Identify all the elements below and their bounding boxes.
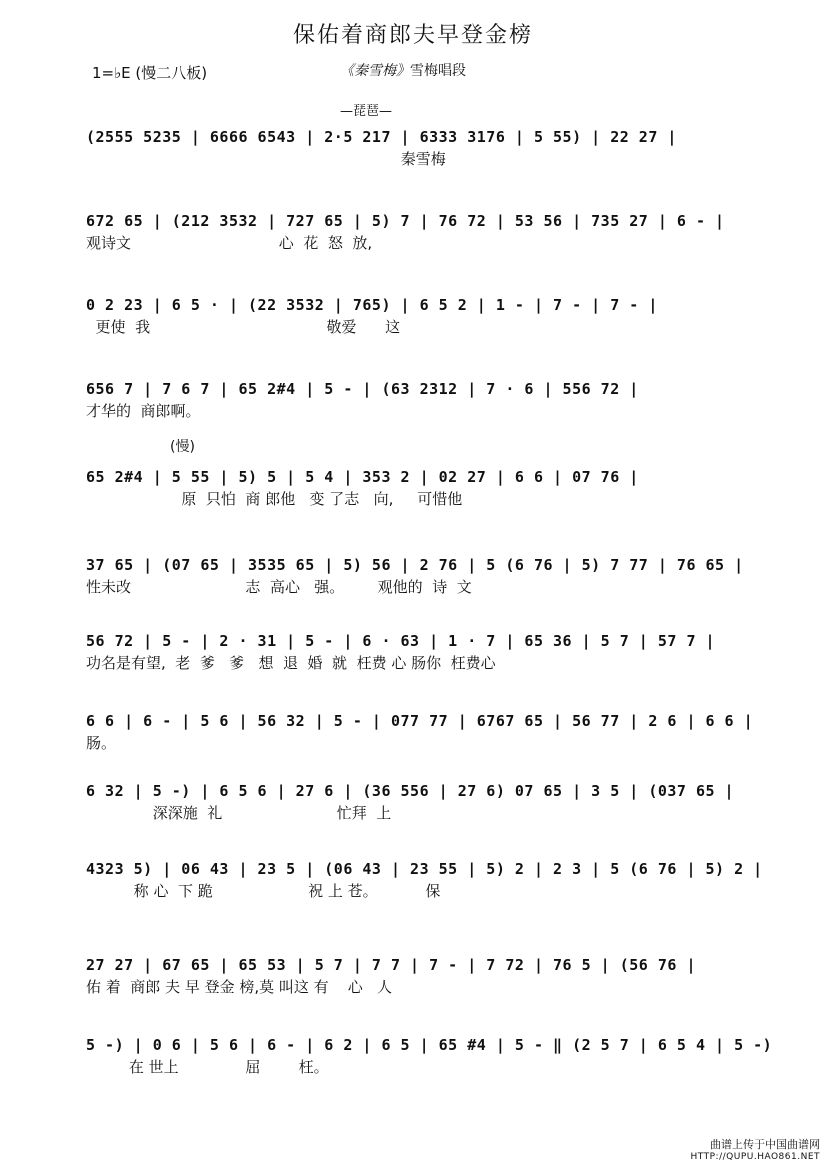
lyrics-line: 功名是有望, 老 爹 爹 想 退 婚 就 枉费 心 肠你 枉费心 <box>86 654 496 672</box>
notation-line: 27 27 | 67 65 | 65 53 | 5 7 | 7 7 | 7 - | 7 72 | 76 5 | (56 76 | <box>86 956 696 974</box>
lyrics-line: 才华的 商郎啊。 <box>86 402 201 420</box>
notation-line: 4323 5) | 06 43 | 23 5 | (06 43 | 23 55 | 5) 2 | 2 3 | 5 (6 76 | 5) 2 | <box>86 860 763 878</box>
lyrics-line: 肠。 <box>86 734 117 752</box>
page-title: 保佑着商郎夫早登金榜 <box>292 23 533 48</box>
notation-line: 65 2#4 | 5 55 | 5) 5 | 5 4 | 353 2 | 02 27 | 6 6 | 07 76 | <box>86 468 639 486</box>
lyrics-line: 佑 着 商郎 夫 早 登金 榜,莫 叫这 有 心 人 <box>86 978 393 996</box>
footer-url: HTTP://QUPU.HAO861.NET <box>690 1152 820 1162</box>
lyrics-line: 称 心 下 跪 祝 上 苍。 保 <box>86 882 441 900</box>
key-signature: 1=♭E (慢二八板) <box>92 64 208 82</box>
instrument-label: —琵琶— <box>340 104 393 119</box>
subtitle <box>340 60 466 80</box>
footer-site: 曲谱上传于中国曲谱网 <box>710 1138 820 1151</box>
opera-name: 《秦雪梅》 <box>340 63 410 79</box>
lyrics-line: 原 只怕 商 郎他 变 了志 向, 可惜他 <box>86 490 463 508</box>
notation-line: 0 2 23 | 6 5 · | (22 3532 | 765) | 6 5 2 | 1 - | 7 - | 7 - | <box>86 296 658 314</box>
lyrics-line: 性未改 志 高心 强。 观他的 诗 文 <box>86 578 472 596</box>
lyrics-line: 秦雪梅 <box>86 150 446 168</box>
footer-watermark <box>691 1138 820 1164</box>
lyrics-line: 更使 我 敬爱 这 <box>86 318 401 336</box>
notation-line: (2555 5235 | 6666 6543 | 2·5 217 | 6333 3176 | 5 55) | 22 27 | <box>86 128 677 146</box>
tempo-marking: (慢) <box>170 439 195 455</box>
notation-line: 37 65 | (07 65 | 3535 65 | 5) 56 | 2 76 | 5 (6 76 | 5) 7 77 | 76 65 | <box>86 556 744 574</box>
lyrics-line: 观诗文 心 花 怒 放, <box>86 234 373 252</box>
lyrics-line: 深深施 礼 忙拜 上 <box>86 804 392 822</box>
lyrics-line: 在 世上 屈 枉。 <box>86 1058 329 1076</box>
notation-line: 672 65 | (212 3532 | 727 65 | 5) 7 | 76 72 | 53 56 | 735 27 | 6 - | <box>86 212 725 230</box>
section-name: 雪梅唱段 <box>410 63 466 79</box>
notation-line: 6 32 | 5 -) | 6 5 6 | 27 6 | (36 556 | 27 6) 07 65 | 3 5 | (037 65 | <box>86 782 735 800</box>
notation-line: 5 -) | 0 6 | 5 6 | 6 - | 6 2 | 6 5 | 65 #4 | 5 - ‖ (2 5 7 | 6 5 4 | 5 -) <box>86 1036 773 1054</box>
notation-line: 656 7 | 7 6 7 | 65 2#4 | 5 - | (63 2312 | 7 · 6 | 556 72 | <box>86 380 639 398</box>
notation-line: 6 6 | 6 - | 5 6 | 56 32 | 5 - | 077 77 | 6767 65 | 56 77 | 2 6 | 6 6 | <box>86 712 754 730</box>
notation-line: 56 72 | 5 - | 2 · 31 | 5 - | 6 · 63 | 1 · 7 | 65 36 | 5 7 | 57 7 | <box>86 632 716 650</box>
